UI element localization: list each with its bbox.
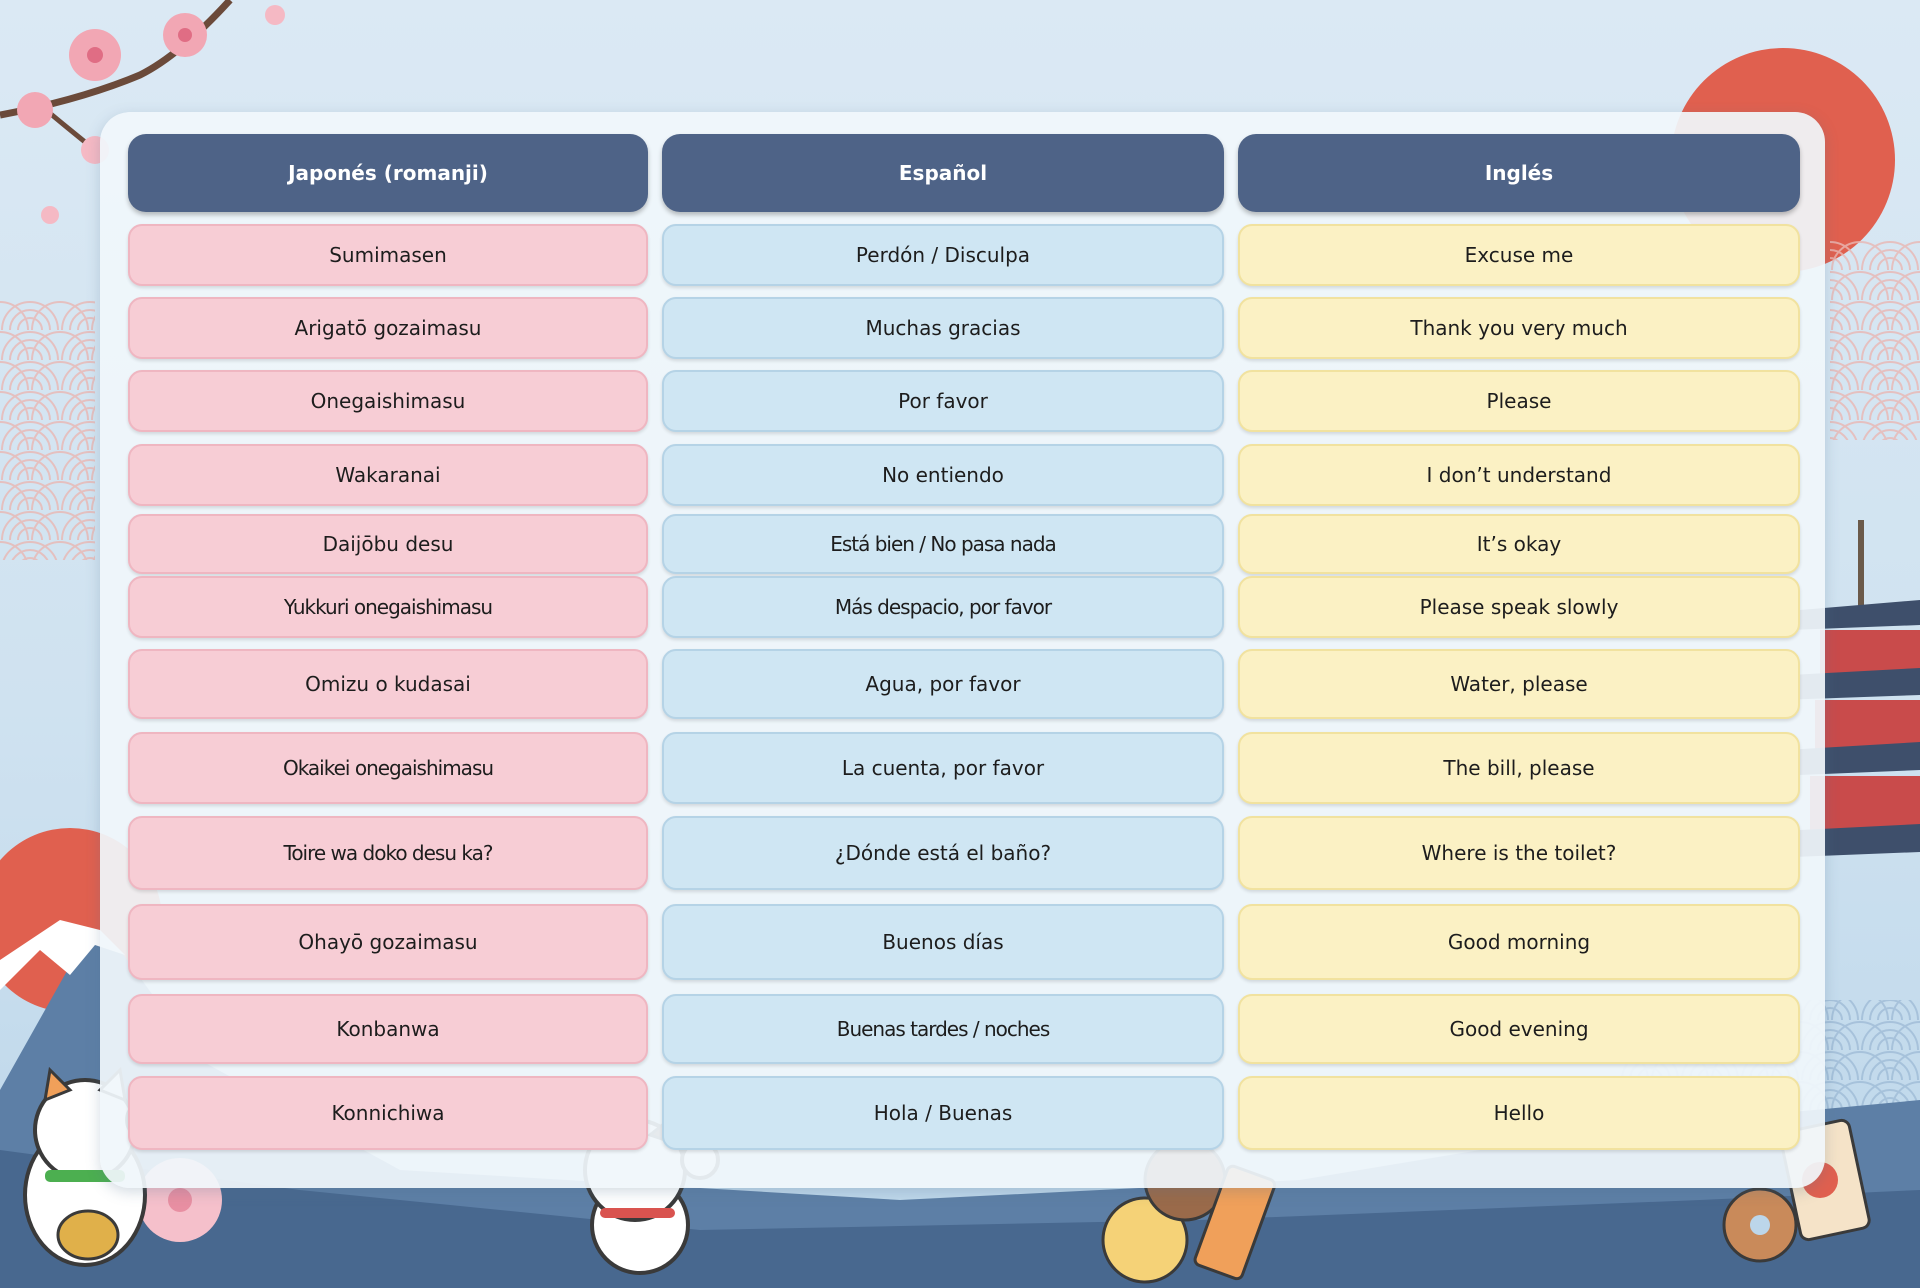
japanese-cell: Ohayō gozaimasu <box>128 904 648 980</box>
japanese-cell: Wakaranai <box>128 444 648 506</box>
english-cell: Thank you very much <box>1238 297 1800 359</box>
table-header-row <box>128 134 1800 212</box>
japanese-cell: Arigatō gozaimasu <box>128 297 648 359</box>
english-cell: Please speak slowly <box>1238 576 1800 638</box>
japanese-cell: Onegaishimasu <box>128 370 648 432</box>
english-cell: Please <box>1238 370 1800 432</box>
spanish-cell: Perdón / Disculpa <box>662 224 1224 286</box>
table-row <box>128 370 1800 432</box>
table-row <box>128 816 1800 890</box>
english-cell: Good morning <box>1238 904 1800 980</box>
english-cell: The bill, please <box>1238 732 1800 804</box>
spanish-cell: Muchas gracias <box>662 297 1224 359</box>
spanish-cell: Buenas tardes / noches <box>662 994 1224 1064</box>
japanese-cell: Toire wa doko desu ka? <box>128 816 648 890</box>
japanese-cell: Omizu o kudasai <box>128 649 648 719</box>
japanese-cell: Okaikei onegaishimasu <box>128 732 648 804</box>
table-row <box>128 297 1800 359</box>
spanish-cell: Agua, por favor <box>662 649 1224 719</box>
japanese-cell: Sumimasen <box>128 224 648 286</box>
english-cell: Hello <box>1238 1076 1800 1150</box>
english-cell: It’s okay <box>1238 514 1800 574</box>
spanish-cell: La cuenta, por favor <box>662 732 1224 804</box>
spanish-cell: Está bien / No pasa nada <box>662 514 1224 574</box>
header-japanese: Japonés (romanji) <box>128 134 648 212</box>
table-row <box>128 994 1800 1064</box>
spanish-cell: Buenos días <box>662 904 1224 980</box>
table-row <box>128 576 1800 638</box>
japanese-cell: Yukkuri onegaishimasu <box>128 576 648 638</box>
table-row <box>128 444 1800 506</box>
japanese-cell: Konbanwa <box>128 994 648 1064</box>
english-cell: Where is the toilet? <box>1238 816 1800 890</box>
table-row <box>128 904 1800 980</box>
english-cell: I don’t understand <box>1238 444 1800 506</box>
english-cell: Excuse me <box>1238 224 1800 286</box>
spanish-cell: Por favor <box>662 370 1224 432</box>
english-cell: Good evening <box>1238 994 1800 1064</box>
english-cell: Water, please <box>1238 649 1800 719</box>
spanish-cell: No entiendo <box>662 444 1224 506</box>
header-spanish: Español <box>662 134 1224 212</box>
table-row <box>128 1076 1800 1150</box>
donut-icon <box>1724 1189 1796 1261</box>
japanese-cell: Daijōbu desu <box>128 514 648 574</box>
spanish-cell: Más despacio, por favor <box>662 576 1224 638</box>
spanish-cell: Hola / Buenas <box>662 1076 1224 1150</box>
table-row <box>128 514 1800 574</box>
japanese-cell: Konnichiwa <box>128 1076 648 1150</box>
spanish-cell: ¿Dónde está el baño? <box>662 816 1224 890</box>
table-row <box>128 224 1800 286</box>
table-row <box>128 649 1800 719</box>
table-row <box>128 732 1800 804</box>
header-english: Inglés <box>1238 134 1800 212</box>
